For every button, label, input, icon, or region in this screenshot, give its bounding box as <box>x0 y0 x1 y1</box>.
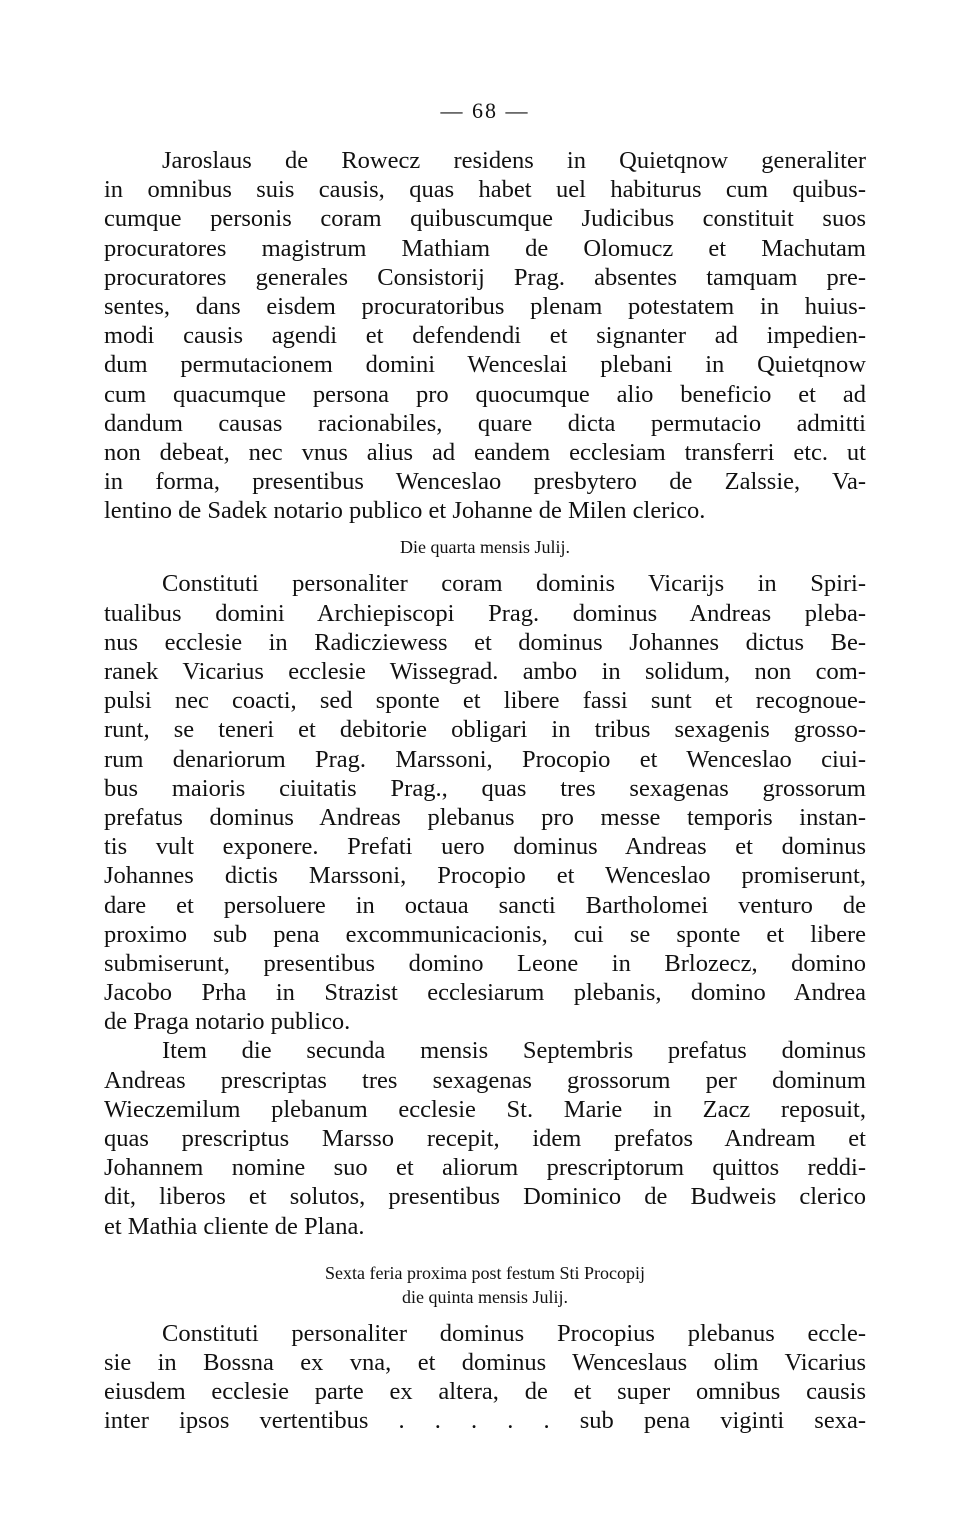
text-line: ranek Vicarius ecclesie Wissegrad. ambo in solidum, non com- <box>104 658 866 685</box>
text-line: lentino de Sadek notario publico et Johanne de Milen clerico. <box>104 497 706 525</box>
section-heading-2 <box>104 1261 866 1309</box>
text-line: non debeat, nec vnus alius ad eandem ecclesiam transferri etc. ut <box>104 438 866 466</box>
text-line: procuratores generales Consistorij Prag. absentes tamquam pre- <box>104 263 866 291</box>
text-line: dandum causas racionabiles, quare dicta permutacio admitti <box>104 409 866 437</box>
section-heading-1 <box>104 535 866 559</box>
text-line: dit, liberos et solutos, presentibus Dominico de Budweis clerico <box>104 1183 866 1211</box>
text-line: de Praga notario publico. <box>104 1008 351 1036</box>
paragraph-3 <box>104 1036 866 1240</box>
text-line: inter ipsos vertentibus . . . . . sub pena viginti sexa- <box>104 1407 866 1435</box>
text-line: runt, se teneri et debitorie obligari in tribus sexagenis grosso- <box>104 716 866 744</box>
text-line: quas prescriptus Marsso recepit, idem prefatos Andream et <box>104 1125 866 1152</box>
text-line: modi causis agendi et defendendi et signanter ad impedien- <box>104 322 866 350</box>
text-line: pulsi nec coacti, sed sponte et libere fassi sunt et recognoue- <box>104 687 866 715</box>
text-line: tis vult exponere. Prefati uero dominus Andreas et dominus <box>104 833 866 861</box>
text-line: Johannem nomine suo et aliorum prescriptorum quittos reddi- <box>104 1154 866 1182</box>
text-line: cum quacumque persona pro quocumque alio beneficio et ad <box>104 380 866 408</box>
text-line: nus ecclesie in Radicziewess et dominus Johannes dictus Be- <box>104 628 866 656</box>
text-line: Jaroslaus de Rowecz residens in Quietqnow generaliter <box>162 147 866 174</box>
text-line: et Mathia cliente de Plana. <box>104 1212 365 1240</box>
text-line: sie in Bossna ex vna, et dominus Wenceslaus olim Vicarius <box>104 1348 866 1376</box>
heading-line: Die quarta mensis Julij. <box>400 537 570 558</box>
heading-line: die quinta mensis Julij. <box>402 1286 568 1307</box>
text-line: sentes, dans eisdem procuratoribus plenam potestatem in huius- <box>104 292 866 320</box>
text-line: Andreas prescriptas tres sexagenas grossorum per dominum <box>104 1066 866 1094</box>
text-line: rum denariorum Prag. Marssoni, Procopio et Wenceslao ciui- <box>104 745 866 773</box>
text-line: dare et persoluere in octaua sancti Bartholomei venturo de <box>104 891 866 919</box>
text-line: cumque personis coram quibuscumque Judicibus constituit suos <box>104 205 866 233</box>
text-line: dum permutacionem domini Wenceslai plebani in Quietqnow <box>104 351 866 379</box>
text-line: eiusdem ecclesie parte ex altera, de et super omnibus causis <box>104 1378 866 1406</box>
page-number: — 68 — <box>440 98 530 123</box>
text-line: Constituti personaliter coram dominis Vicarijs in Spiri- <box>162 570 866 598</box>
heading-line: Sexta feria proxima post festum Sti Procopij <box>325 1262 645 1283</box>
text-line: Wieczemilum plebanum ecclesie St. Marie in Zacz reposuit, <box>104 1095 866 1123</box>
text-line: procuratores magistrum Mathiam de Olomucz et Machutam <box>104 234 866 262</box>
text-line: submiserunt, presentibus domino Leone in Brlozecz, domino <box>104 949 866 977</box>
text-line: Item die secunda mensis Septembris prefatus dominus <box>162 1037 866 1065</box>
text-line: in omnibus suis causis, quas habet uel habiturus cum quibus- <box>104 176 866 204</box>
text-line: Constituti personaliter dominus Procopius plebanus eccle- <box>162 1319 866 1347</box>
text-line: Jacobo Prha in Strazist ecclesiarum plebanis, domino Andrea <box>104 979 866 1007</box>
text-line: bus maioris ciuitatis Prag., quas tres sexagenas grossorum <box>104 774 866 802</box>
paragraph-1 <box>104 146 866 525</box>
document-page <box>104 96 866 1436</box>
text-line: proximo sub pena excommunicacionis, cui se sponte et libere <box>104 920 866 948</box>
text-line: prefatus dominus Andreas plebanus pro messe temporis instan- <box>104 803 866 831</box>
text-line: in forma, presentibus Wenceslao presbytero de Zalssie, Va- <box>104 468 866 496</box>
text-line: Johannes dictis Marssoni, Procopio et Wenceslao promiserunt, <box>104 862 866 890</box>
text-line: tualibus domini Archiepiscopi Prag. dominus Andreas pleba- <box>104 599 866 627</box>
paragraph-2 <box>104 569 866 1036</box>
paragraph-4 <box>104 1319 866 1436</box>
